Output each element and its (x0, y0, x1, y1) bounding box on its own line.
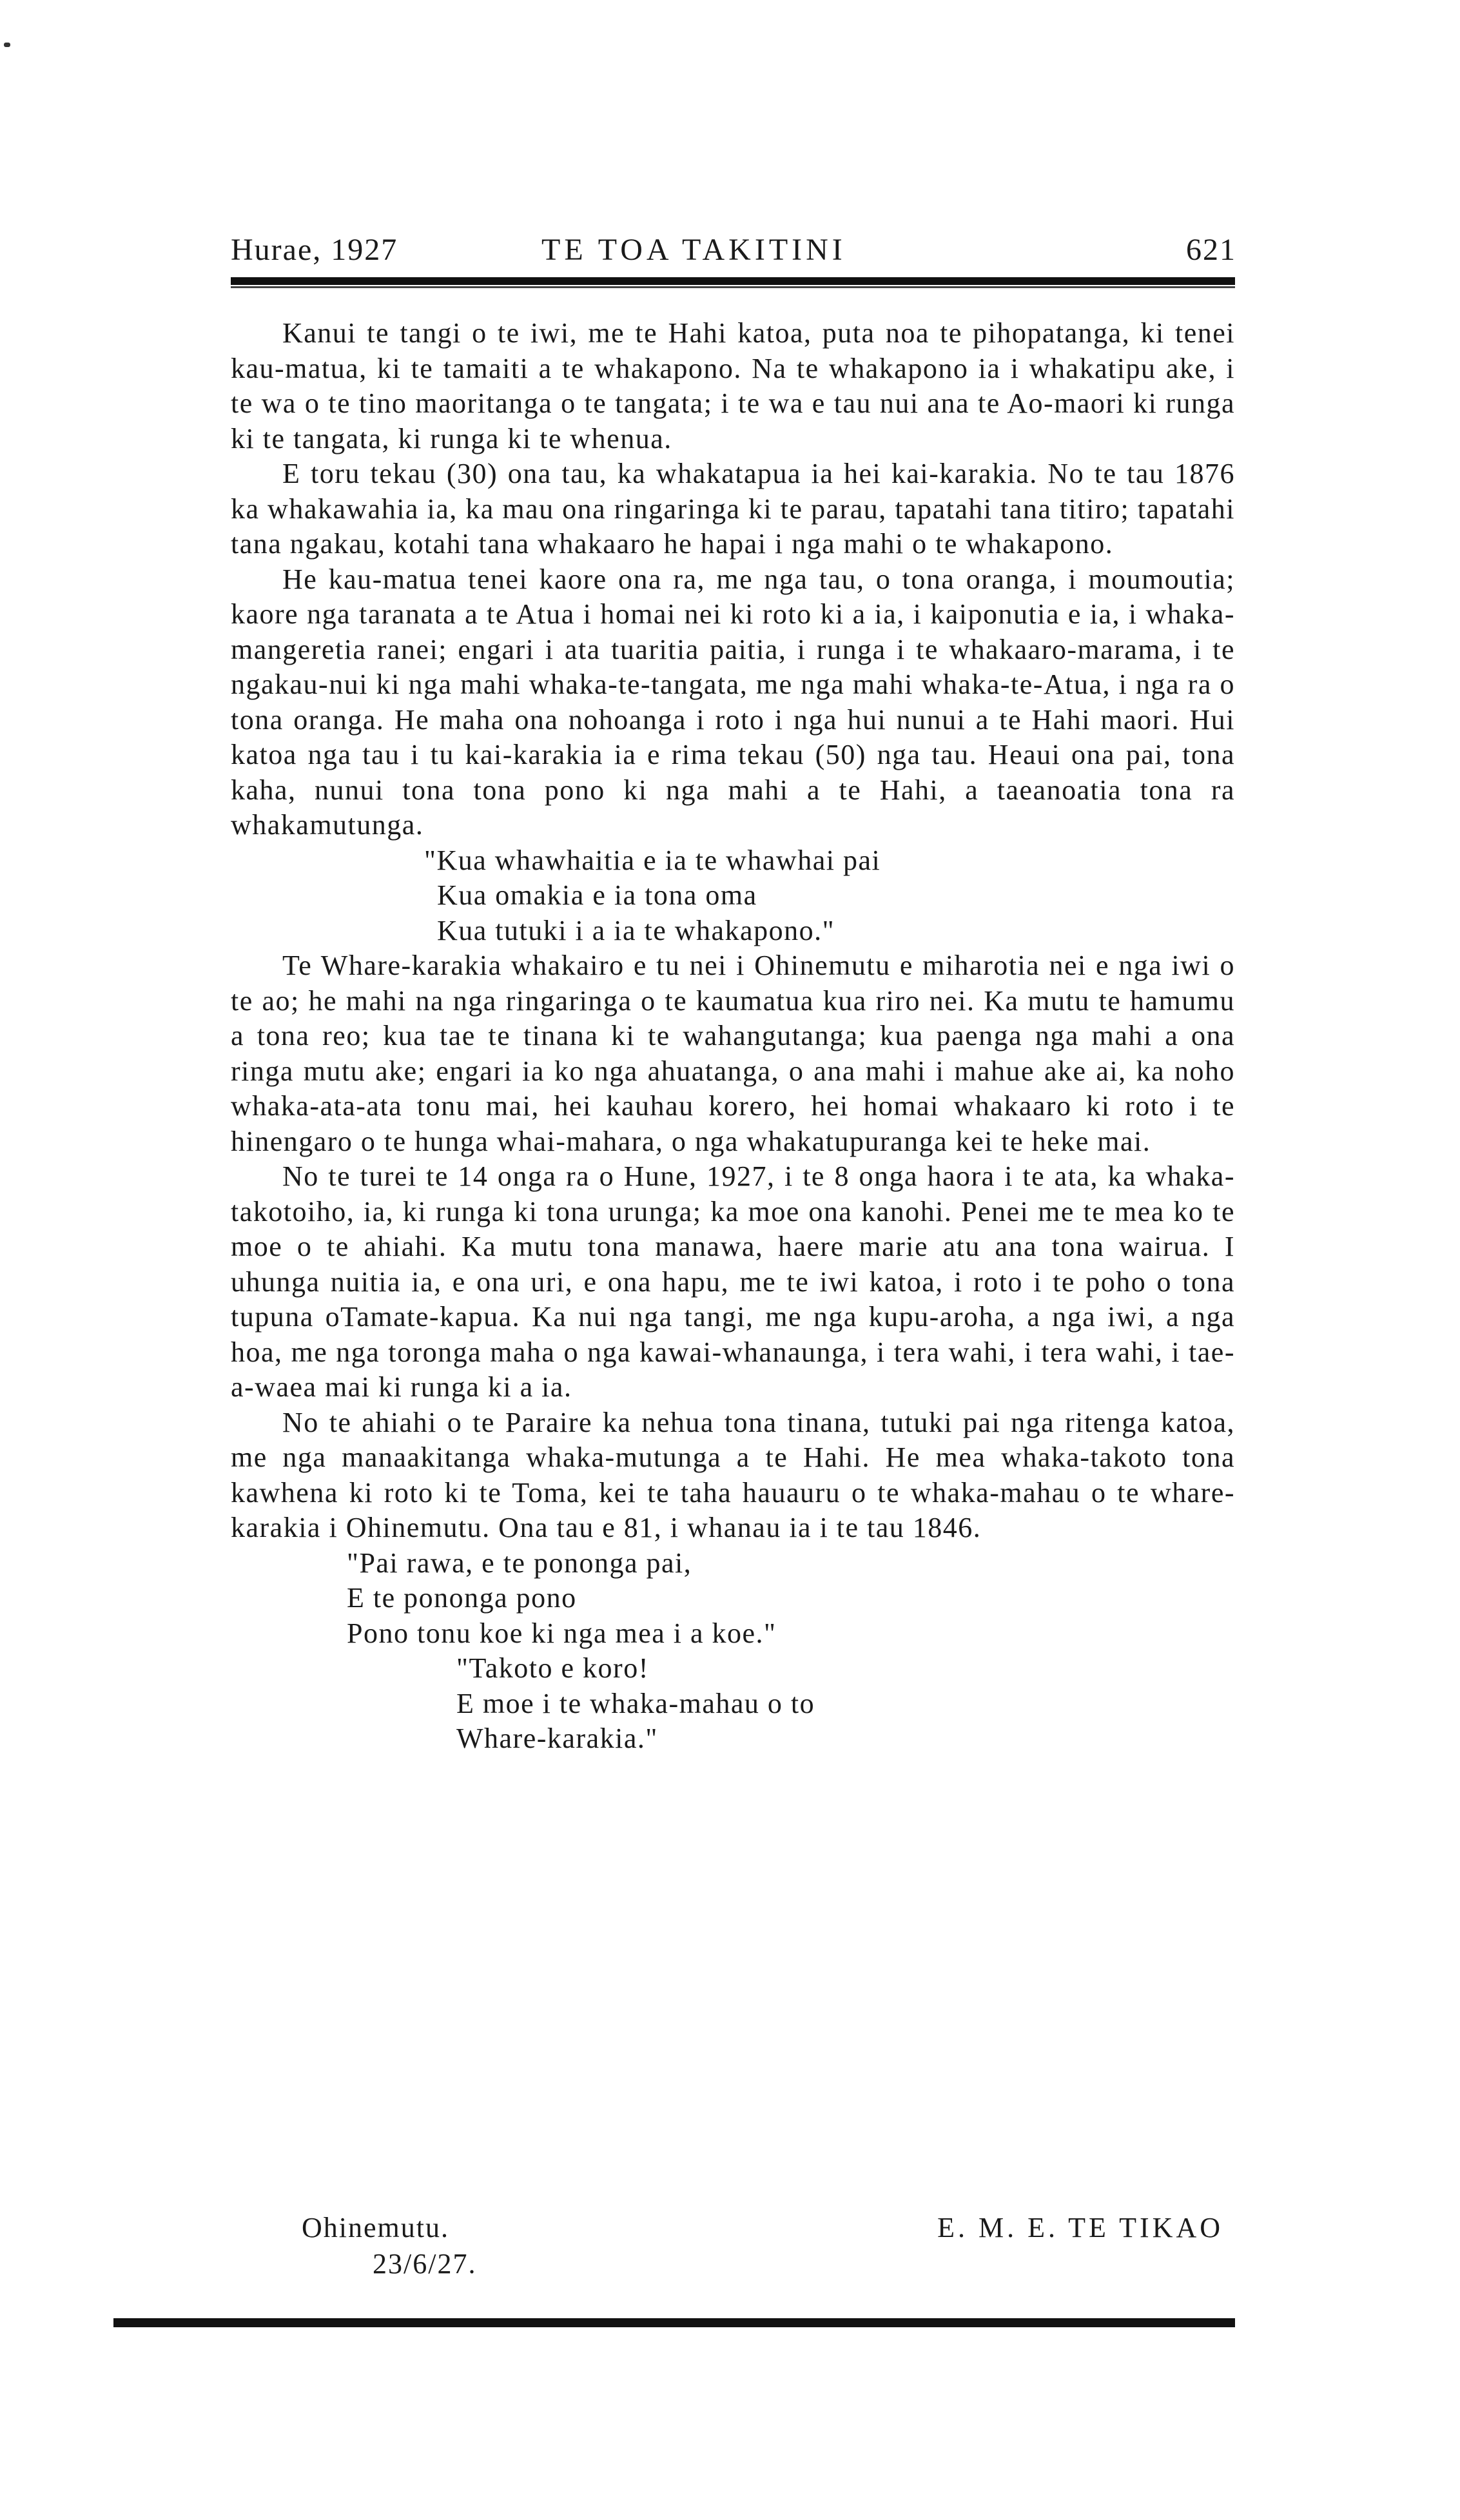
page-number: 621 (1186, 233, 1236, 267)
signature-date: 23/6/27. (373, 2248, 477, 2280)
footer-rule (113, 2318, 1235, 2327)
verse-line: "Kua whawhaitia e ia te whawhai pai (424, 844, 881, 876)
verse-line: Kua omakia e ia tona oma (437, 879, 757, 911)
verse-line: E moe i te whaka-mahau o to (456, 1687, 815, 1719)
verse-line: Pono tonu koe ki nga mea i a koe." (347, 1617, 777, 1649)
paragraph: He kau-matua tenei kaore ona ra, me nga tau, o tona oranga, i moumoutia; kaore nga taranata a te Atua i homai nei ki roto ki a ia, i kaiponutia e ia, i whaka-mangeretia ranei; engari i ata tuaritia paitia, i runga i te whakaaro-marama, i te ngakau-nui ki nga mahi whaka-te-tangata, me nga mahi whaka-te-Atua, i nga ra o tona oranga. He maha ona nohoanga i roto i nga hui nunui a te Hahi maori. Hui katoa nga tau i tu kai-karakia ia e rima tekau (50) nga tau. Heaui ona pai, tona kaha, nunui tona tona pono ki nga mahi a te Hahi, a taeanoatia tona ra whakamutunga. (231, 563, 1235, 841)
verse-line: E te pononga pono (347, 1582, 577, 1614)
paragraph: Te Whare-karakia whakairo e tu nei i Ohinemutu e miharotia nei e nga iwi o te ao; he mahi na nga ringaringa o te kaumatua kua riro nei. Ka mutu te hamumu a tona reo; kua tae te tinana ki te wahangutanga; kua paenga nga mahi a ona ringa mutu ake; engari ia ko nga ahuatanga, o ana mahi i mahue ake ai, ka noho whaka-ata-ata tonu mai, hei kauhau korero, hei homai whakaaro ki roto i te hinengaro o te hunga whai-mahara, o nga whakatupuranga kei te heke mai. (231, 950, 1235, 1157)
header-date: Hurae, 1927 (231, 233, 398, 267)
paragraph: Kanui te tangi o te iwi, me te Hahi katoa, puta noa te pihopatanga, ki tenei kau-matua, ki te tamaiti a te whakapono. Na te whakapono ia i whakatipu ake, i te wa o te tino maoritanga o te tangata; i te wa e tau nui ana te Ao-maori ki runga ki te tangata, ki runga ki te whenua. (231, 317, 1235, 454)
signature-place: Ohinemutu. (302, 2212, 449, 2243)
paragraph: No te ahiahi o te Paraire ka nehua tona tinana, tutuki pai nga ritenga katoa, me nga manaakitanga whaka-mutunga a te Hahi. He mea whaka-takoto tona kawhena ki roto ki te Toma, kei te taha hauauru o te whaka-mahau o te whare-karakia i Ohinemutu. Ona tau e 81, i whanau ia i te tau 1846. (231, 1406, 1235, 1543)
header-rule (231, 277, 1235, 285)
verse-line: "Takoto e koro! (456, 1652, 649, 1684)
closing-verse (347, 1546, 1235, 1757)
verse-line: Kua tutuki i a ia te whakapono." (437, 914, 835, 946)
paragraph: E toru tekau (30) ona tau, ka whakatapua ia hei kai-karakia. No te tau 1876 ka whakawahia ia, ka mau ona ringaringa ki te parau, tapatahi tana titiro; tapatahi tana ngakau, kotahi tana whakaaro he hapai i nga mahi o te whakapono. (231, 458, 1235, 560)
verse-line: "Pai rawa, e te pononga pai, (347, 1547, 692, 1579)
verse-line: Whare-karakia." (456, 1723, 658, 1754)
paragraph: No te turei te 14 onga ra o Hune, 1927, i te 8 onga haora i te ata, ka whaka-takotoiho, ia, ki runga ki tona urunga; ka moe ona kanohi. Penei me te mea ko te moe o te ahiahi. Ka mutu tona manawa, haere marie atu ana tona wairua. I uhunga nuitia ia, e ona uri, e ona hapu, me te iwi katoa, i roto i te poho o tona tupuna oTamate-kapua. Ka nui nga tangi, me nga kupu-aroha, a nga iwi, a nga hoa, me nga toronga maha o nga kawai-whanaunga, i tera wahi, i tera wahi, i tae-a-waea mai ki runga ki a ia. (231, 1160, 1235, 1403)
signature-block (231, 2211, 1235, 2282)
publication-title: TE TOA TAKITINI (541, 233, 846, 267)
page-header (231, 232, 1236, 277)
signature-author: E. M. E. TE TIKAO (937, 2212, 1223, 2243)
article-body (231, 316, 1235, 1757)
scan-speck (4, 43, 10, 47)
scripture-verse (424, 843, 1235, 949)
